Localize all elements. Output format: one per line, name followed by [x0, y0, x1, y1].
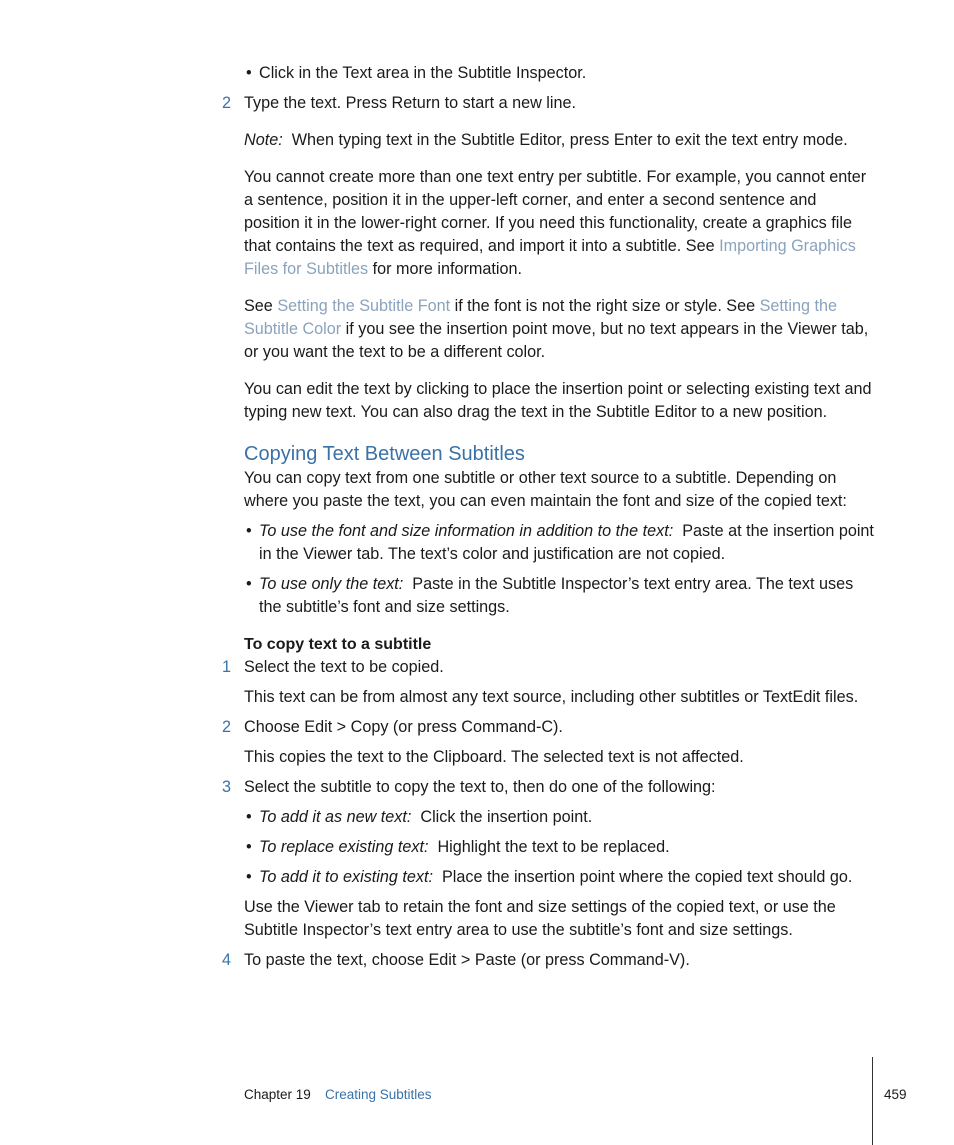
step-text: Select the subtitle to copy the text to, then do one of the following:	[244, 778, 716, 796]
link-subtitle-color[interactable]: Setting the Subtitle Color	[244, 297, 838, 338]
step-text: Type the text. Press Return to start a new line.	[244, 94, 577, 112]
paragraph-text: if the font is not the right size or style. See	[450, 297, 760, 315]
bullet-marker: •	[246, 808, 252, 826]
step-number: 1	[222, 658, 232, 676]
paragraph	[244, 295, 876, 364]
step-text: To paste the text, choose Edit > Paste (or press Command-V).	[244, 951, 690, 969]
bullet-lead: To use the font and size information in addition to the text:	[259, 522, 674, 540]
link-importing-graphics[interactable]: Importing Graphics Files for Subtitles	[244, 237, 856, 278]
paragraph: You can copy text from one subtitle or other text source to a subtitle. Depending on where you paste the text, you can even maintain the font and size of the copied text:	[244, 469, 847, 510]
step-number: 4	[222, 951, 232, 969]
footer-chapter: Chapter 19	[244, 1087, 311, 1102]
note-label: Note:	[244, 131, 283, 149]
paragraph: You can edit the text by clicking to place the insertion point or selecting existing text and typing new text. You can also drag the text in the Subtitle Editor to a new position.	[244, 380, 872, 421]
bullet-text	[259, 806, 879, 829]
step-number: 2	[222, 718, 232, 736]
bullet-lead: To use only the text:	[259, 575, 404, 593]
bullet-marker: •	[246, 838, 252, 856]
paragraph-text: See	[244, 297, 278, 315]
bullet-body: Paste in the Subtitle Inspector’s text entry area. The text uses the subtitle’s font and size settings.	[259, 575, 854, 616]
page-number: 459	[884, 1087, 907, 1102]
paragraph: Use the Viewer tab to retain the font and size settings of the copied text, or use the Subtitle Inspector’s text entry area to use the subtitle’s font and size settings.	[244, 898, 836, 939]
step-number: 2	[222, 94, 232, 112]
bullet-marker: •	[246, 575, 252, 593]
bullet-marker: •	[246, 522, 252, 540]
bullet-body: Paste at the insertion point in the Viewer tab. The text’s color and justification are not copied.	[259, 522, 874, 563]
bullet-lead: To replace existing text:	[259, 838, 429, 856]
procedure-title: To copy text to a subtitle	[244, 636, 432, 653]
step-text: Select the text to be copied.	[244, 658, 444, 676]
paragraph-text: if you see the insertion point move, but no text appears in the Viewer tab, or you want the text to be a different color.	[244, 320, 869, 361]
bullet-body: Place the insertion point where the copied text should go.	[441, 868, 853, 886]
link-subtitle-font[interactable]: Setting the Subtitle Font	[277, 297, 451, 315]
bullet-lead: To add it as new text:	[259, 808, 412, 826]
footer-divider	[872, 1057, 873, 1145]
paragraph-text: for more information.	[368, 260, 522, 278]
bullet-marker: •	[246, 868, 252, 886]
bullet-text: Click in the Text area in the Subtitle Inspector.	[259, 64, 587, 82]
step-text: Choose Edit > Copy (or press Command-C).	[244, 718, 563, 736]
bullet-text	[259, 573, 879, 619]
bullet-lead: To add it to existing text:	[259, 868, 433, 886]
paragraph	[244, 166, 876, 281]
bullet-body: Click the insertion point.	[420, 808, 593, 826]
bullet-text	[259, 866, 879, 889]
step-detail: This text can be from almost any text source, including other subtitles or TextEdit files.	[244, 688, 859, 706]
note	[244, 129, 876, 152]
bullet-body: Highlight the text to be replaced.	[437, 838, 670, 856]
step-detail: This copies the text to the Clipboard. The selected text is not affected.	[244, 748, 744, 766]
note-text: When typing text in the Subtitle Editor, press Enter to exit the text entry mode.	[291, 131, 848, 149]
section-heading: Copying Text Between Subtitles	[244, 443, 525, 465]
bullet-marker: •	[246, 64, 252, 82]
bullet-text	[259, 836, 879, 859]
footer-chapter-title[interactable]: Creating Subtitles	[325, 1087, 432, 1102]
bullet-text	[259, 520, 879, 566]
step-number: 3	[222, 778, 232, 796]
paragraph-text: You cannot create more than one text entry per subtitle. For example, you cannot enter a sentence, position it in the upper-left corner, and enter a second sentence and position it in the lower-right corner. If you need this functionality, create a graphics file that contains the text as required, and import it into a subtitle. See	[244, 168, 867, 255]
